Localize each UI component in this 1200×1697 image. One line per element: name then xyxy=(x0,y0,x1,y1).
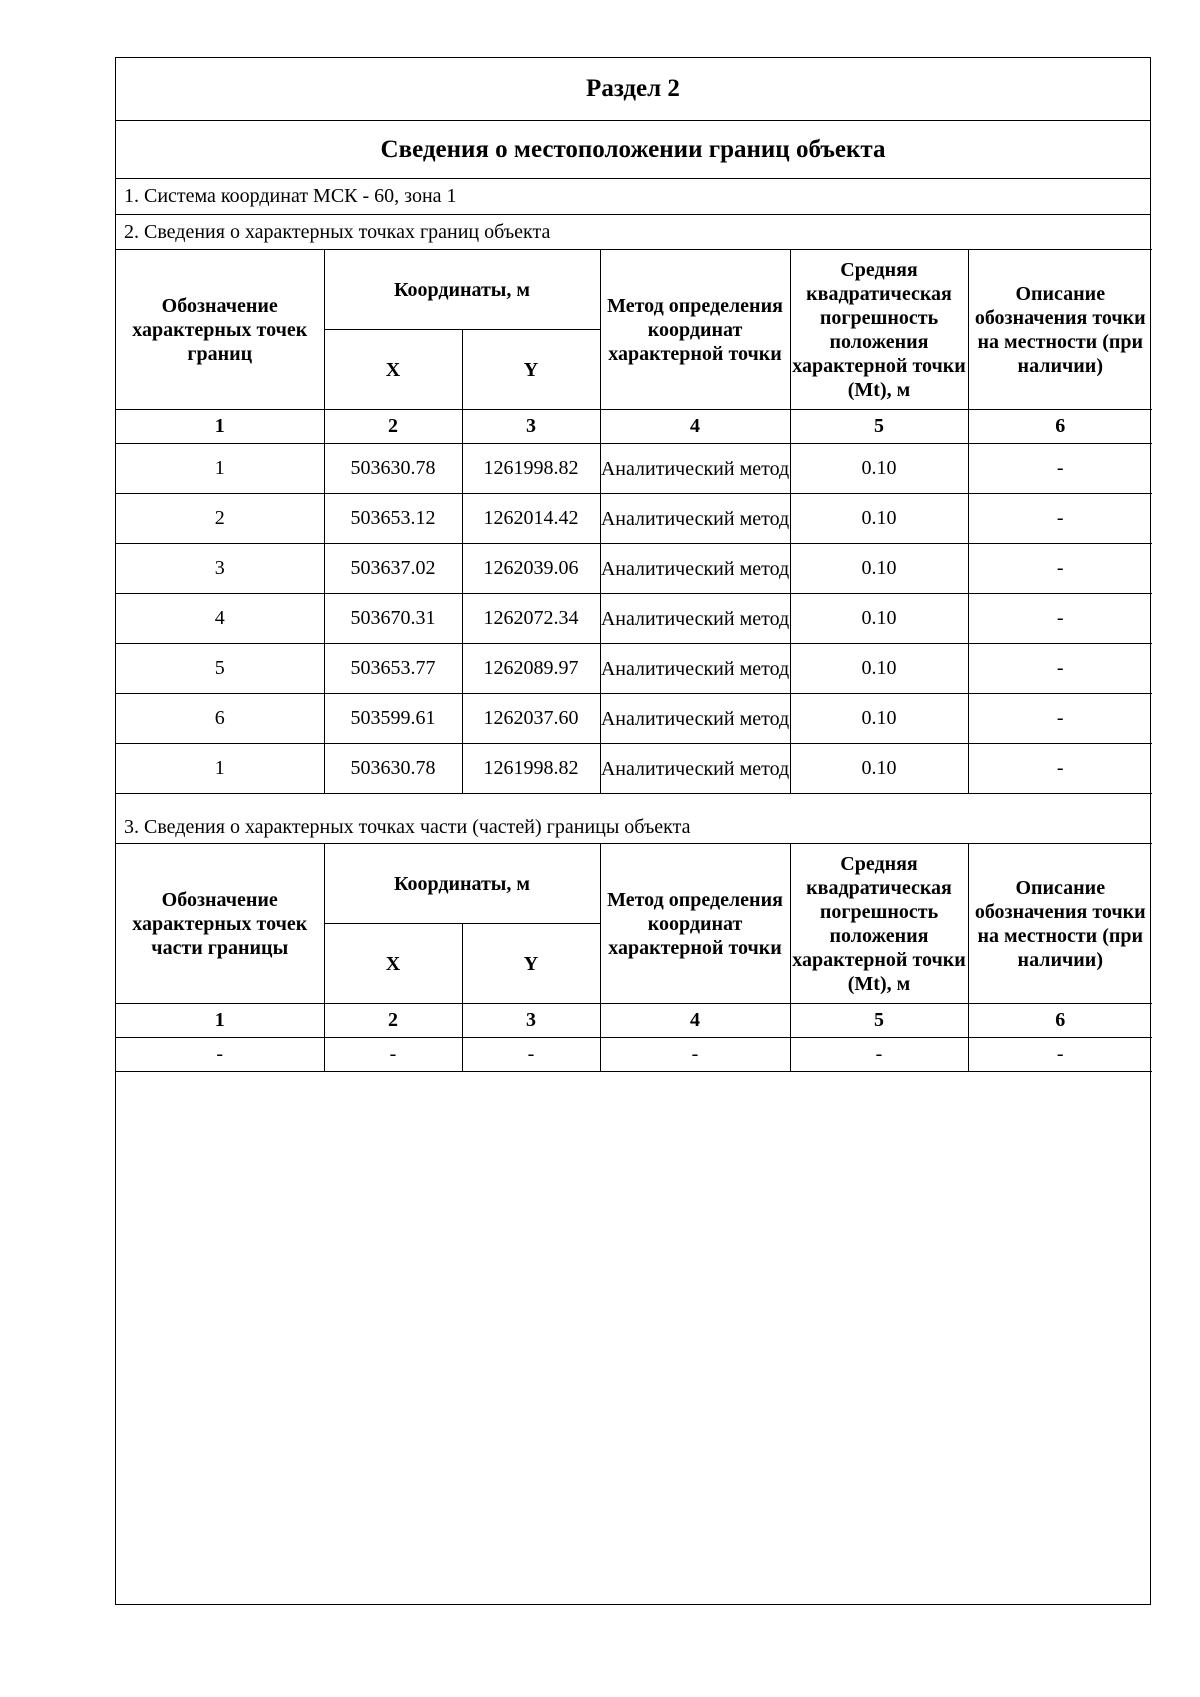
method: Аналитический метод xyxy=(600,644,790,694)
table-row xyxy=(116,544,1152,594)
points-table xyxy=(116,249,1152,794)
point-number: 4 xyxy=(116,594,324,644)
point-number: 5 xyxy=(116,644,324,694)
coord-y: 1261998.82 xyxy=(462,744,600,794)
mean-error: 0.10 xyxy=(790,744,968,794)
cell: - xyxy=(116,1038,324,1072)
header-y: Y xyxy=(462,330,600,410)
header-x: X xyxy=(324,330,462,410)
column-number: 3 xyxy=(462,410,600,444)
mean-error: 0.10 xyxy=(790,494,968,544)
coord-y: 1262089.97 xyxy=(462,644,600,694)
table-row xyxy=(116,444,1152,494)
coord-x: 503670.31 xyxy=(324,594,462,644)
document-frame xyxy=(115,57,1151,1605)
coord-x: 503637.02 xyxy=(324,544,462,594)
header-description: Описание обозначения точки на местности (при наличии) xyxy=(968,250,1152,410)
coord-y: 1262014.42 xyxy=(462,494,600,544)
description: - xyxy=(968,544,1152,594)
column-numbers-row xyxy=(116,1004,1152,1038)
mean-error: 0.10 xyxy=(790,644,968,694)
header-description: Описание обозначения точки на местности (при наличии) xyxy=(968,844,1152,1004)
description: - xyxy=(968,594,1152,644)
column-number: 1 xyxy=(116,1004,324,1038)
description: - xyxy=(968,644,1152,694)
table-row xyxy=(116,594,1152,644)
table-row xyxy=(116,694,1152,744)
coord-x: 503653.12 xyxy=(324,494,462,544)
description: - xyxy=(968,744,1152,794)
column-number: 2 xyxy=(324,410,462,444)
parts-table xyxy=(116,843,1152,1072)
coord-x: 503630.78 xyxy=(324,744,462,794)
coord-x: 503599.61 xyxy=(324,694,462,744)
points-heading: 2. Сведения о характерных точках границ объекта xyxy=(124,221,551,243)
point-number: 3 xyxy=(116,544,324,594)
method: Аналитический метод xyxy=(600,594,790,644)
header-method: Метод определения координат характерной точки xyxy=(600,844,790,1004)
table-row xyxy=(116,494,1152,544)
mean-error: 0.10 xyxy=(790,444,968,494)
method: Аналитический метод xyxy=(600,444,790,494)
description: - xyxy=(968,444,1152,494)
table-row xyxy=(116,744,1152,794)
column-number: 1 xyxy=(116,410,324,444)
coord-y: 1262072.34 xyxy=(462,594,600,644)
column-numbers-row xyxy=(116,410,1152,444)
header-part-point-designation: Обозначение характерных точек части границы xyxy=(116,844,324,1004)
method: Аналитический метод xyxy=(600,544,790,594)
header-point-designation: Обозначение характерных точек границ xyxy=(116,250,324,410)
coord-x: 503630.78 xyxy=(324,444,462,494)
description: - xyxy=(968,494,1152,544)
mean-error: 0.10 xyxy=(790,594,968,644)
cell: - xyxy=(462,1038,600,1072)
header-y: Y xyxy=(462,924,600,1004)
mean-error: 0.10 xyxy=(790,694,968,744)
point-number: 1 xyxy=(116,444,324,494)
description: - xyxy=(968,694,1152,744)
table-row xyxy=(116,644,1152,694)
column-number: 4 xyxy=(600,1004,790,1038)
parts-heading: 3. Сведения о характерных точках части (частей) границы объекта xyxy=(124,815,691,838)
column-number: 6 xyxy=(968,1004,1152,1038)
coord-x: 503653.77 xyxy=(324,644,462,694)
table-row xyxy=(116,1038,1152,1072)
cell: - xyxy=(968,1038,1152,1072)
header-coordinates: Координаты, м xyxy=(324,844,600,924)
point-number: 2 xyxy=(116,494,324,544)
header-coordinates: Координаты, м xyxy=(324,250,600,330)
column-number: 3 xyxy=(462,1004,600,1038)
column-number: 4 xyxy=(600,410,790,444)
header-mean-error: Средняя квадратическая погрешность положения характерной точки (Mt), м xyxy=(790,250,968,410)
column-number: 2 xyxy=(324,1004,462,1038)
header-mean-error: Средняя квадратическая погрешность положения характерной точки (Mt), м xyxy=(790,844,968,1004)
cell: - xyxy=(324,1038,462,1072)
header-x: X xyxy=(324,924,462,1004)
coord-y: 1261998.82 xyxy=(462,444,600,494)
header-method: Метод определения координат характерной точки xyxy=(600,250,790,410)
cell: - xyxy=(790,1038,968,1072)
point-number: 6 xyxy=(116,694,324,744)
cell: - xyxy=(600,1038,790,1072)
document-title: Сведения о местоположении границ объекта xyxy=(116,121,1150,179)
coord-y: 1262039.06 xyxy=(462,544,600,594)
coord-y: 1262037.60 xyxy=(462,694,600,744)
mean-error: 0.10 xyxy=(790,544,968,594)
point-number: 1 xyxy=(116,744,324,794)
method: Аналитический метод xyxy=(600,494,790,544)
method: Аналитический метод xyxy=(600,744,790,794)
column-number: 6 xyxy=(968,410,1152,444)
section-title: Раздел 2 xyxy=(116,58,1150,121)
coord-system-line: 1. Система координат МСК - 60, зона 1 xyxy=(116,179,1150,215)
method: Аналитический метод xyxy=(600,694,790,744)
column-number: 5 xyxy=(790,410,968,444)
column-number: 5 xyxy=(790,1004,968,1038)
